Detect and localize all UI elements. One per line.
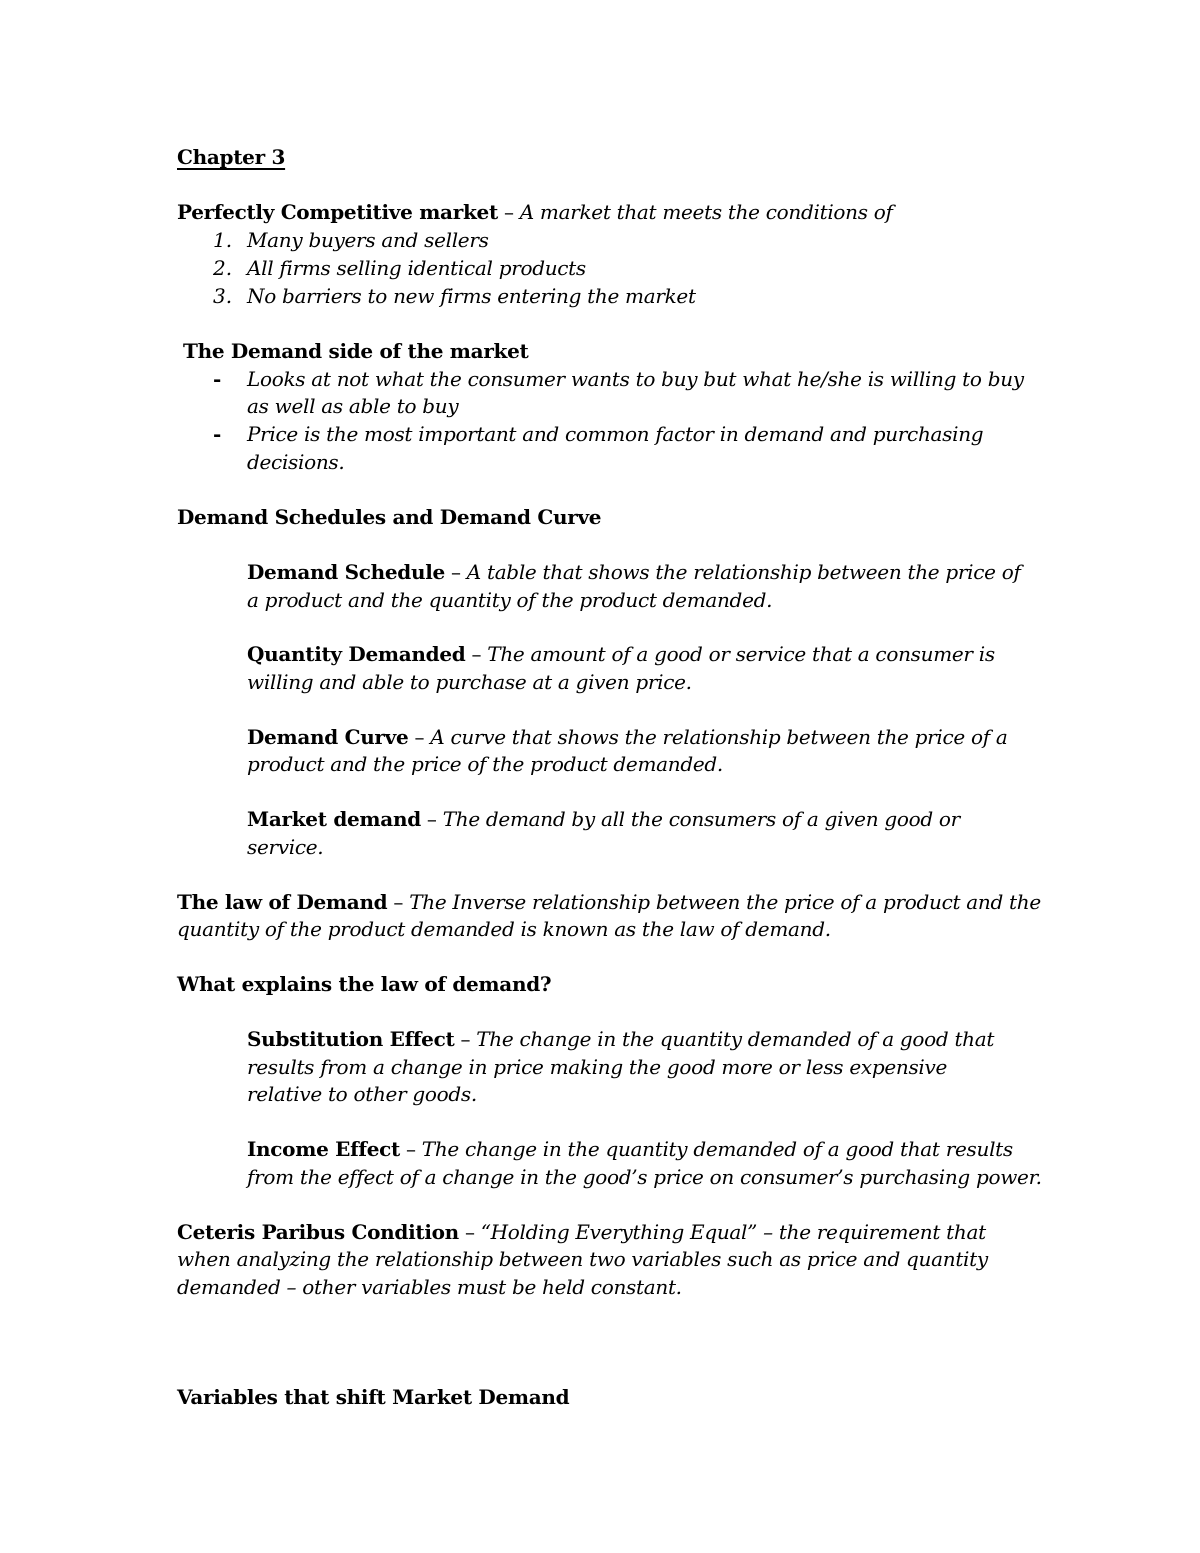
definition-continuation: when analyzing the relationship between two variables such as price and quantity — [177, 1247, 988, 1271]
list-number: 2. — [213, 256, 233, 280]
definition-continuation: from the effect of a change in the good’s price on consumer’s purchasing power. — [247, 1165, 1042, 1189]
definition-market-demand: Market demand – The demand by all the consumers of a given good or — [247, 807, 960, 831]
list-item: Price is the most important and common factor in demand and purchasing — [247, 422, 984, 446]
chapter-title: Chapter 3 — [177, 145, 286, 169]
list-item: All firms selling identical products — [247, 256, 586, 280]
definition-income-effect: Income Effect – The change in the quantity demanded of a good that results — [247, 1137, 1013, 1161]
bullet-marker: - — [213, 367, 222, 391]
definition-continuation: demanded – other variables must be held constant. — [177, 1275, 682, 1299]
definition-quantity-demanded: Quantity Demanded – The amount of a good or service that a consumer is — [247, 642, 995, 666]
section-heading-variables: Variables that shift Market Demand — [177, 1385, 570, 1409]
section-heading-demand-side: The Demand side of the market — [183, 339, 529, 363]
definition-continuation: quantity of the product demanded is known as the law of demand. — [177, 917, 831, 941]
definition-demand-schedule: Demand Schedule – A table that shows the relationship between the price of — [247, 560, 1021, 584]
definition-continuation: service. — [247, 835, 324, 859]
definition-continuation: relative to other goods. — [247, 1082, 477, 1106]
definition-law-of-demand: The law of Demand – The Inverse relationship between the price of a product and the — [177, 890, 1041, 914]
section-heading-explains: What explains the law of demand? — [177, 972, 552, 996]
definition-ceteris-paribus: Ceteris Paribus Condition – “Holding Everything Equal” – the requirement that — [177, 1220, 986, 1244]
definition-continuation: willing and able to purchase at a given price. — [247, 670, 692, 694]
term: Perfectly Competitive market — [177, 200, 498, 224]
definition-continuation: results from a change in price making the good more or less expensive — [247, 1055, 948, 1079]
list-item: Looks at not what the consumer wants to buy but what he/she is willing to buy — [247, 367, 1024, 391]
list-item-continuation: decisions. — [247, 450, 345, 474]
list-item-continuation: as well as able to buy — [247, 394, 459, 418]
definition-substitution-effect: Substitution Effect – The change in the quantity demanded of a good that — [247, 1027, 995, 1051]
list-item: Many buyers and sellers — [247, 228, 489, 252]
definition-continuation: a product and the quantity of the product demanded. — [247, 588, 773, 612]
perfect-competition-definition: Perfectly Competitive market – A market that meets the conditions of — [177, 200, 893, 224]
list-number: 1. — [213, 228, 233, 252]
list-number: 3. — [213, 284, 233, 308]
list-item: No barriers to new firms entering the market — [247, 284, 696, 308]
definition: A market that meets the conditions of — [519, 200, 893, 224]
section-heading-demand-schedules: Demand Schedules and Demand Curve — [177, 505, 602, 529]
definition-demand-curve: Demand Curve – A curve that shows the relationship between the price of a — [247, 725, 1008, 749]
bullet-marker: - — [213, 422, 222, 446]
definition-continuation: product and the price of the product demanded. — [247, 752, 723, 776]
